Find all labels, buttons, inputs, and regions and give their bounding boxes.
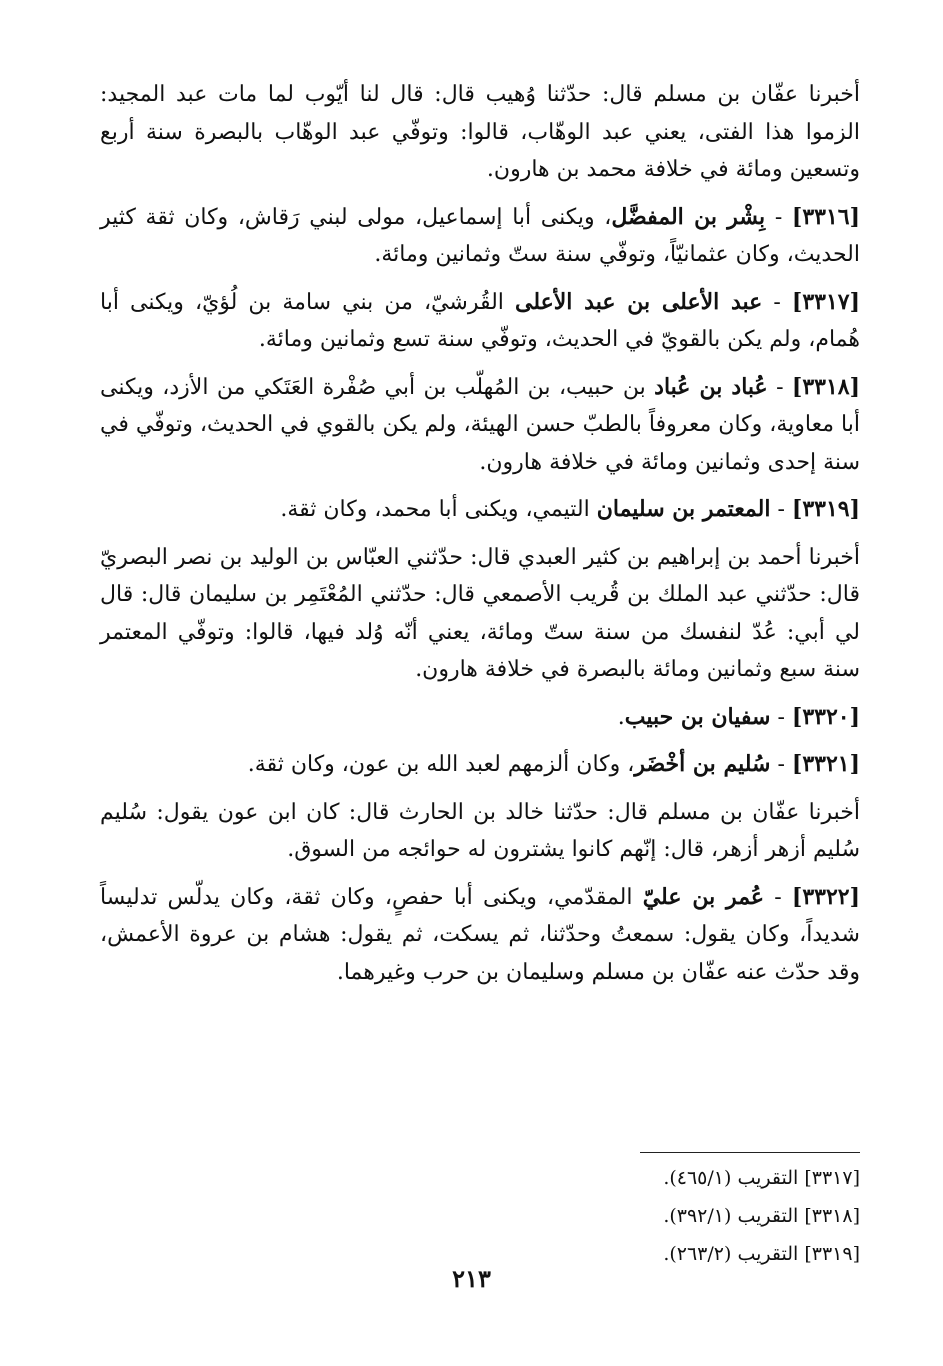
paragraph-6 — [100, 539, 860, 689]
entry-3318: [٣٣١٨] - عُباد بن عُباد بن حبيب، بن المُهلّب بن أبي صُفْرة العَتَكي من الأزد، ويكنى أبا معاوية، وكان معروفاً بالطبّ حسن الهيئة، ولم يكن بالقوي في الحديث، وتوفّي في سنة إحدى وثمانين ومائة في خلافة هارون. — [100, 373, 860, 475]
entry-3316: [٣٣١٦] - بِشْر بن المفضَّل، ويكنى أبا إسماعيل، مولى لبني رَقاش، وكان ثقة كثير الحديث، وكان عثمانيّاً، وتوفّي سنة ستّ وثمانين ومائة. — [100, 203, 860, 267]
entry-name: عُمر بن عليّ — [642, 883, 765, 910]
entry-name: المعتمر بن سليمان — [596, 496, 771, 522]
entry-text: ، ويكنى أبا إسماعيل، مولى لبني رَقاش، وكان ثقة كثير الحديث، وكان عثمانيّاً، وتوفّي سنة ستّ وثمانين ومائة. — [100, 204, 860, 267]
entry-number: [٣٣١٩] — [791, 496, 860, 522]
entry-number: [٣٣٢١] — [791, 751, 860, 777]
entry-number: [٣٣٢٢] — [791, 883, 860, 910]
entry-text: التيمي، ويكنى أبا محمد، وكان ثقة. — [280, 497, 597, 522]
entry-3317: [٣٣١٧] - عبد الأعلى بن عبد الأعلى القُرشيّ، من بني سامة بن لُؤيّ، ويكنى أبا هُمام، ولم يكن بالقويّ في الحديث، وتوفّي سنة تسع وثمانين ومائة. — [100, 288, 860, 352]
entry-number: [٣٣١٦] — [791, 203, 860, 230]
footnote: [٣٣١٨] التقريب (٣٩٢/١). — [663, 1205, 860, 1227]
footnotes — [520, 1159, 860, 1273]
entry-number: [٣٣٢٠] — [791, 703, 860, 730]
paragraph-text: أخبرنا أحمد بن إبراهيم بن كثير العبدي قال: حدّثني العبّاس بن الوليد بن نصر البصريّ قال: حدّثني عبد الملك بن قُريب الأصمعي قال: حدّثني المُعْتَمِر بن سليمان قال: قال لي أبي: عُدّ لنفسك من سنة ستّ ومائة، يعني أنّه وُلد فيها، قالوا: وتوفّي المعتمر سنة سبع وثمانين ومائة بالبصرة في خلافة هارون. — [100, 544, 860, 682]
entry-name: سُليم بن أخْضَر — [634, 751, 771, 777]
main-text — [100, 76, 860, 1001]
entry-3319: [٣٣١٩] - المعتمر بن سليمان التيمي، ويكنى أبا محمد، وكان ثقة. — [280, 496, 860, 522]
entry-name: عبد الأعلى بن عبد الأعلى — [515, 288, 763, 315]
entry-text: بن حبيب، بن المُهلّب بن أبي صُفْرة العَتَكي من الأزد، ويكنى أبا معاوية، وكان معروفاً بالطبّ حسن الهيئة، ولم يكن بالقوي في الحديث، وتوفّي في سنة إحدى وثمانين ومائة في خلافة هارون. — [100, 374, 860, 475]
paragraph-text: أخبرنا عفّان بن مسلم قال: حدّثنا خالد بن الحارث قال: كان ابن عون يقول: سُليم سُليم أزهر أزهر، قال: إنّهم كانوا يشترون له حوائجه من السوق. — [100, 799, 860, 862]
entry-3321: [٣٣٢١] - سُليم بن أخْضَر، وكان ألزمهم لعبد الله بن عون، وكان ثقة. — [247, 751, 860, 777]
paragraph-text: أخبرنا عفّان بن مسلم قال: حدّثنا وُهيب قال: قال لنا أيّوب لما مات عبد المجيد: الزموا هذا الفتى، يعني عبد الوهّاب، قالوا: وتوفّي عبد الوهّاب بالبصرة سنة أربع وتسعين ومائة في خلافة محمد بن هارون. — [100, 82, 860, 182]
entry-text: ، وكان ألزمهم لعبد الله بن عون، وكان ثقة. — [247, 752, 635, 777]
entry-3322: [٣٣٢٢] - عُمر بن عليّ المقدّمي، ويكنى أبا حفصٍ، وكان ثقة، وكان يدلّس تدليساً شديداً، وكان يقول: سمعتُ وحدّثنا، ثم يسكت، ثم يقول: هشام بن عروة الأعمش، وقد حدّث عنه عفّان بن مسلم وسليمان بن حرب وغيرهما. — [100, 883, 860, 985]
entry-3320: [٣٣٢٠] - سفيان بن حبيب. — [617, 703, 860, 730]
entry-name: عُباد بن عُباد — [654, 373, 768, 400]
entry-text: . — [617, 704, 625, 730]
footnote: [٣٣١٩] التقريب (٢٦٣/٢). — [663, 1243, 860, 1265]
page-number: ٢١٣ — [452, 1264, 491, 1293]
entry-text: القُرشيّ، من بني سامة بن لُؤيّ، ويكنى أبا هُمام، ولم يكن بالقويّ في الحديث، وتوفّي سنة تسع وثمانين ومائة. — [100, 289, 860, 352]
entry-text: المقدّمي، ويكنى أبا حفصٍ، وكان ثقة، وكان يدلّس تدليساً شديداً، وكان يقول: سمعتُ وحدّثنا، ثم يسكت، ثم يقول: هشام بن عروة الأعمش، وقد حدّث عنه عفّان بن مسلم وسليمان بن حرب وغيرهما. — [100, 884, 860, 985]
footnote-divider — [640, 1152, 860, 1153]
entry-name: بِشْر بن المفضَّل — [611, 203, 766, 230]
paragraph-9 — [100, 794, 860, 869]
entry-number: [٣٣١٨] — [791, 373, 860, 400]
paragraph-1 — [100, 76, 860, 189]
entry-name: سفيان بن حبيب — [624, 703, 771, 730]
entry-number: [٣٣١٧] — [791, 288, 860, 315]
footnote: [٣٣١٧] التقريب (٤٦٥/١). — [663, 1167, 860, 1189]
